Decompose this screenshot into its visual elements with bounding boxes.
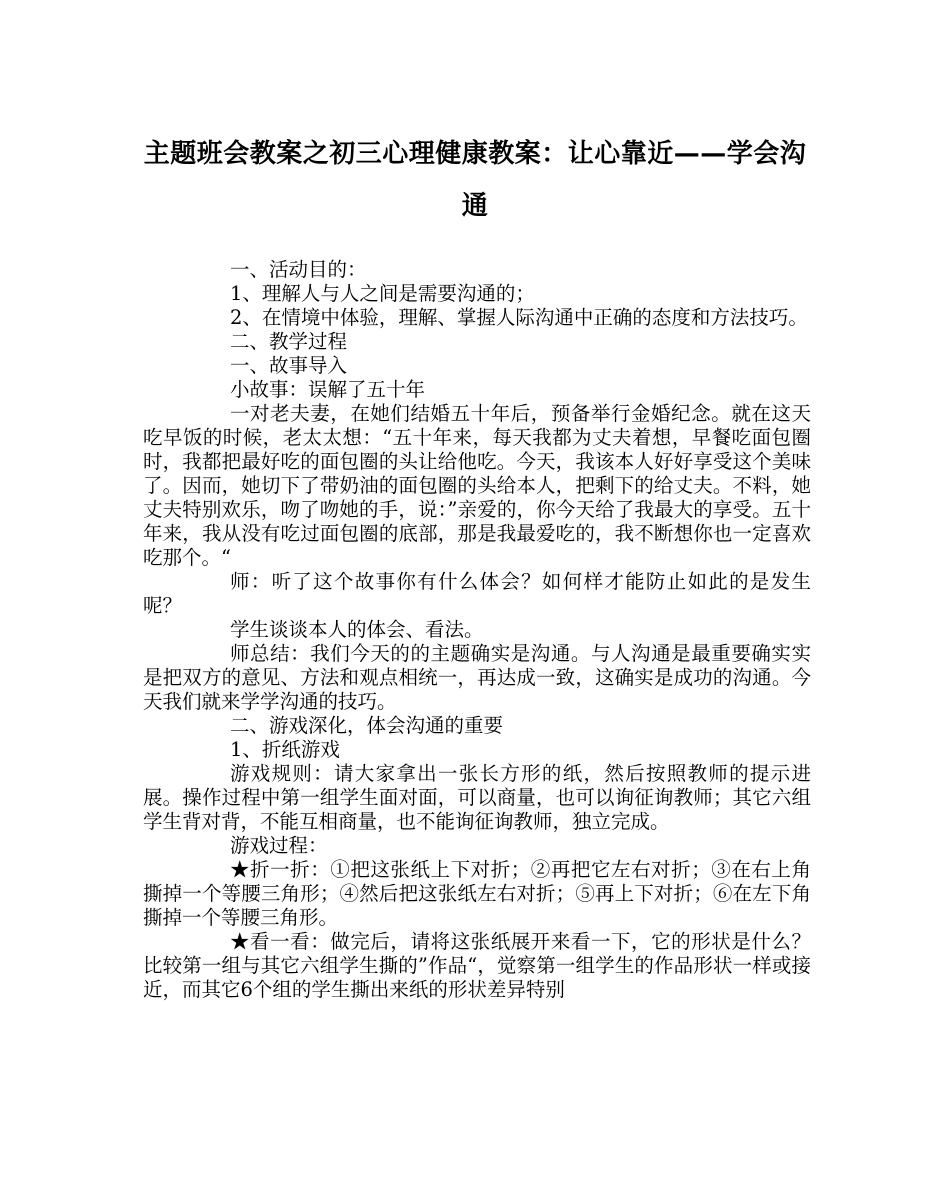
paragraph-goal-1: 1、理解人与人之间是需要沟通的；	[230, 282, 535, 305]
paragraph-fold-steps: ★折一折：①把这张纸上下对折；②再把它左右对折；③在右上角撕掉一个等腰三角形；④然后把这张纸左右对折；⑤再上下对折；⑥在左下角撕掉一个等腰三角形。	[143, 858, 811, 929]
paragraph-story-intro-heading: 一、故事导入	[230, 354, 348, 377]
paragraph-story-body: 一对老夫妻，在她们结婚五十年后，预备举行金婚纪念。就在这天吃早饭的时候，老太太想：“五十年来，每天我都为丈夫着想，早餐吃面包圈时，我都把最好吃的面包圈的头让给他吃。今天，我该本人好好享受这个美味了。因而，她切下了带奶油的面包圈的头给本人，把剩下的给丈夫。不料，她丈夫特别欢乐，吻了吻她的手，说：”亲爱的，你今天给了我最大的享受。五十年来，我从没有吃过面包圈的底部，那是我最爱吃的，我不断想你也一定喜欢吃那个。“	[143, 402, 811, 569]
paragraph-goal-2: 2、在情境中体验，理解、掌握人际沟通中正确的态度和方法技巧。	[230, 306, 808, 329]
paragraph-paper-folding-heading: 1、折纸游戏	[230, 738, 340, 761]
paragraph-story-title: 小故事：误解了五十年	[230, 378, 426, 401]
paragraph-teacher-question: 师：听了这个故事你有什么体会？如何样才能防止如此的是发生呢？	[143, 570, 811, 617]
paragraph-teacher-summary: 师总结：我们今天的的主题确实是沟通。与人沟通是最重要确实实是把双方的意见、方法和观点相统一，再达成一致，这确实是成功的沟通。今天我们就来学学沟通的技巧。	[143, 642, 811, 713]
paragraph-activity-goals-heading: 一、活动目的：	[230, 258, 367, 281]
paragraph-game-heading: 二、游戏深化，体会沟通的重要	[230, 714, 504, 737]
paragraph-game-rules: 游戏规则：请大家拿出一张长方形的纸，然后按照教师的提示进展。操作过程中第一组学生面对面，可以商量，也可以询征询教师；其它六组学生背对背，不能互相商量，也不能询征询教师，独立完成。	[143, 762, 811, 833]
paragraph-look-steps: ★看一看：做完后，请将这张纸展开来看一下，它的形状是什么？比较第一组与其它六组学生撕的”作品“，觉察第一组学生的作品形状一样或接近，而其它6个组的学生撕出来纸的形状差异特别	[143, 930, 811, 1001]
page-title: 主题班会教案之初三心理健康教案：让心靠近——学会沟通	[143, 139, 807, 221]
document-body	[143, 258, 811, 1002]
paragraph-game-process-heading: 游戏过程：	[230, 834, 328, 857]
paragraph-teaching-process-heading: 二、教学过程	[230, 330, 348, 353]
paragraph-student-discussion: 学生谈谈本人的体会、看法。	[230, 618, 484, 641]
